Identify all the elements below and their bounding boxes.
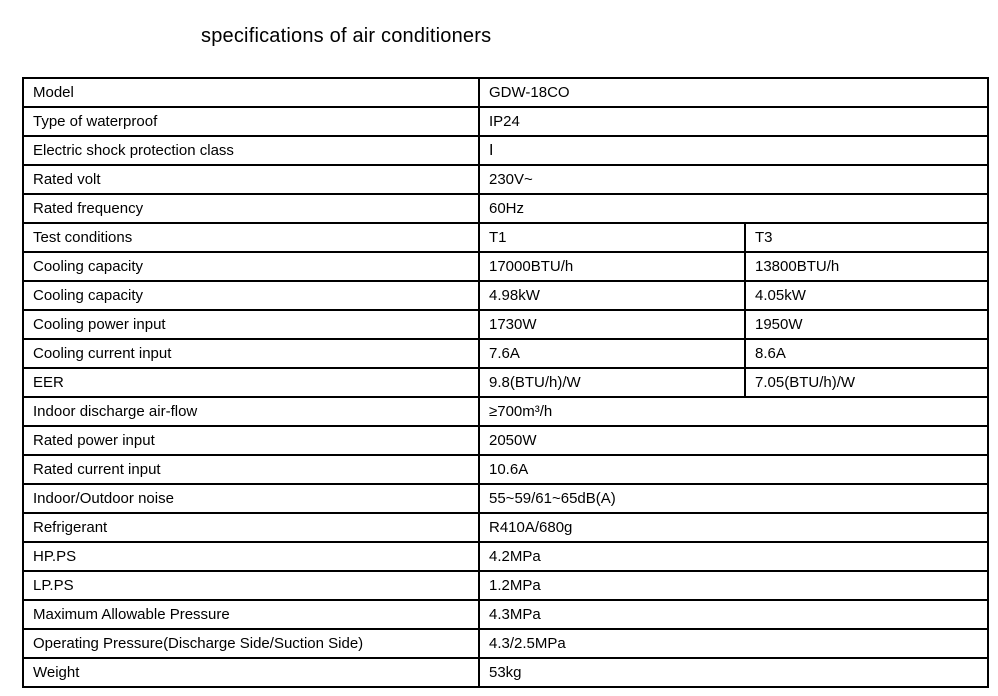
spec-value-t1: 9.8(BTU/h)/W	[479, 368, 745, 397]
spec-value: 53kg	[479, 658, 988, 687]
spec-label: Type of waterproof	[23, 107, 479, 136]
spec-value-t1: 1730W	[479, 310, 745, 339]
table-row-shock-protection	[23, 136, 988, 165]
spec-value-t3: 7.05(BTU/h)/W	[745, 368, 988, 397]
table-row-test-conditions	[23, 223, 988, 252]
table-row-cooling-current-input	[23, 339, 988, 368]
spec-value-t3: 8.6A	[745, 339, 988, 368]
spec-label: Test conditions	[23, 223, 479, 252]
spec-table	[22, 77, 989, 688]
spec-label: Indoor/Outdoor noise	[23, 484, 479, 513]
spec-value: 2050W	[479, 426, 988, 455]
spec-value: 60Hz	[479, 194, 988, 223]
table-row-hp-ps	[23, 542, 988, 571]
spec-value-t1: T1	[479, 223, 745, 252]
spec-value-t3: 4.05kW	[745, 281, 988, 310]
table-row-lp-ps	[23, 571, 988, 600]
spec-label: Operating Pressure(Discharge Side/Suction Side)	[23, 629, 479, 658]
table-row-eer	[23, 368, 988, 397]
spec-label: Model	[23, 78, 479, 107]
spec-value: 4.2MPa	[479, 542, 988, 571]
spec-label: Weight	[23, 658, 479, 687]
spec-value: 230V~	[479, 165, 988, 194]
spec-value-t3: T3	[745, 223, 988, 252]
spec-label: Rated frequency	[23, 194, 479, 223]
spec-label: Rated volt	[23, 165, 479, 194]
spec-label: Cooling capacity	[23, 252, 479, 281]
spec-value-t1: 17000BTU/h	[479, 252, 745, 281]
table-row-weight	[23, 658, 988, 687]
table-row-model	[23, 78, 988, 107]
spec-value: GDW-18CO	[479, 78, 988, 107]
table-row-refrigerant	[23, 513, 988, 542]
table-row-rated-frequency	[23, 194, 988, 223]
table-row-noise	[23, 484, 988, 513]
spec-value: IP24	[479, 107, 988, 136]
table-row-operating-pressure	[23, 629, 988, 658]
spec-value: 55~59/61~65dB(A)	[479, 484, 988, 513]
table-row-waterproof	[23, 107, 988, 136]
spec-label: EER	[23, 368, 479, 397]
spec-label: Maximum Allowable Pressure	[23, 600, 479, 629]
table-row-discharge-airflow	[23, 397, 988, 426]
spec-label: LP.PS	[23, 571, 479, 600]
spec-value-t1: 4.98kW	[479, 281, 745, 310]
table-row-cooling-capacity-kw	[23, 281, 988, 310]
spec-value: 4.3/2.5MPa	[479, 629, 988, 658]
spec-value: ≥700m³/h	[479, 397, 988, 426]
table-row-cooling-power-input	[23, 310, 988, 339]
spec-value: 10.6A	[479, 455, 988, 484]
spec-value-t3: 13800BTU/h	[745, 252, 988, 281]
table-row-rated-volt	[23, 165, 988, 194]
table-row-max-allowable-pressure	[23, 600, 988, 629]
spec-value-t1: 7.6A	[479, 339, 745, 368]
spec-value: R410A/680g	[479, 513, 988, 542]
spec-label: Cooling current input	[23, 339, 479, 368]
spec-label: Cooling capacity	[23, 281, 479, 310]
spec-value: 4.3MPa	[479, 600, 988, 629]
table-row-cooling-capacity-btu	[23, 252, 988, 281]
spec-value: 1.2MPa	[479, 571, 988, 600]
spec-label: HP.PS	[23, 542, 479, 571]
table-row-rated-power-input	[23, 426, 988, 455]
table-row-rated-current-input	[23, 455, 988, 484]
spec-label: Cooling power input	[23, 310, 479, 339]
spec-value: Ⅰ	[479, 136, 988, 165]
spec-label: Rated power input	[23, 426, 479, 455]
spec-label: Rated current input	[23, 455, 479, 484]
page-title: specifications of air conditioners	[201, 25, 492, 47]
spec-label: Indoor discharge air-flow	[23, 397, 479, 426]
spec-label: Electric shock protection class	[23, 136, 479, 165]
spec-label: Refrigerant	[23, 513, 479, 542]
spec-value-t3: 1950W	[745, 310, 988, 339]
